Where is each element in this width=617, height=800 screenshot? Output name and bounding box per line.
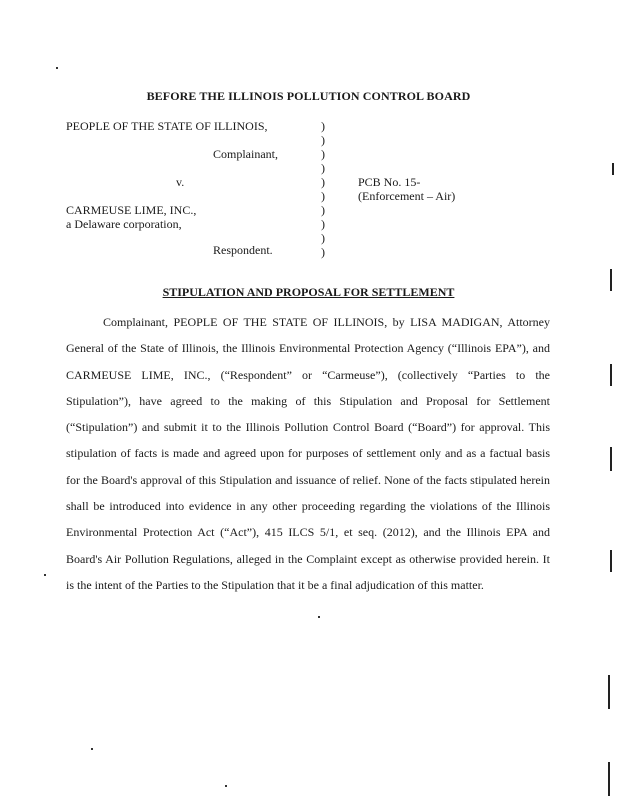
caption-paren: ) [321,175,325,189]
case-number: PCB No. 15- [358,175,421,189]
scan-mark [608,762,610,796]
scan-dot [91,748,93,750]
board-heading: BEFORE THE ILLINOIS POLLUTION CONTROL BOARD [146,89,471,103]
scan-dot [44,574,46,576]
scan-mark [610,269,612,291]
caption-paren: ) [321,203,325,217]
versus: v. [176,175,185,189]
body-paragraph: Complainant, PEOPLE OF THE STATE OF ILLINOIS, by LISA MADIGAN, Attorney General of the State of Illinois, the Illinois Environmental Protection Agency (“Illinois EPA”), and CARMEUSE LIME, INC., (“Respondent” or “Carmeuse”), (collectively “Parties to the Stipulation”), have agreed to the making of this Stipulation and Proposal for Settlement (“Stipulation”) and submit it to the Illinois Pollution Control Board (“Board”) for approval. This stipulation of facts is made and agreed upon for purposes of settlement only and as a factual basis for the Board's approval of this Stipulation and issuance of relief. None of the facts stipulated herein shall be introduced into evidence in any other proceeding regarding the violations of the Illinois Environmental Protection Act (“Act”), 415 ILCS 5/1, et seq. (2012), and the Illinois EPA and Board's Air Pollution Regulations, alleged in the Complaint except as otherwise provided herein. It is the intent of the Parties to the Stipulation that it be a final adjudication of this matter. [66,315,550,592]
caption-paren: ) [321,189,325,203]
scan-dot [225,785,227,787]
plaintiff-role: Complainant, [213,147,278,161]
caption-paren: ) [321,147,325,161]
case-type: (Enforcement – Air) [358,189,456,203]
caption-paren: ) [321,161,325,175]
caption-divider [321,119,331,259]
caption-paren: ) [321,245,325,259]
defendant-role: Respondent. [213,243,273,257]
caption-paren: ) [321,119,325,133]
scan-mark [610,364,612,386]
scan-mark [612,163,614,175]
scan-dot [56,67,58,69]
scan-mark [610,550,612,572]
document-title: STIPULATION AND PROPOSAL FOR SETTLEMENT [162,285,455,299]
caption-paren: ) [321,217,325,231]
defendant-description: a Delaware corporation, [66,217,182,231]
defendant-name: CARMEUSE LIME, INC., [66,203,197,217]
caption-paren: ) [321,231,325,245]
plaintiff-name: PEOPLE OF THE STATE OF ILLINOIS, [66,119,268,133]
scan-mark [610,447,612,471]
caption-paren: ) [321,133,325,147]
scan-dot [318,616,320,618]
scan-mark [608,675,610,709]
